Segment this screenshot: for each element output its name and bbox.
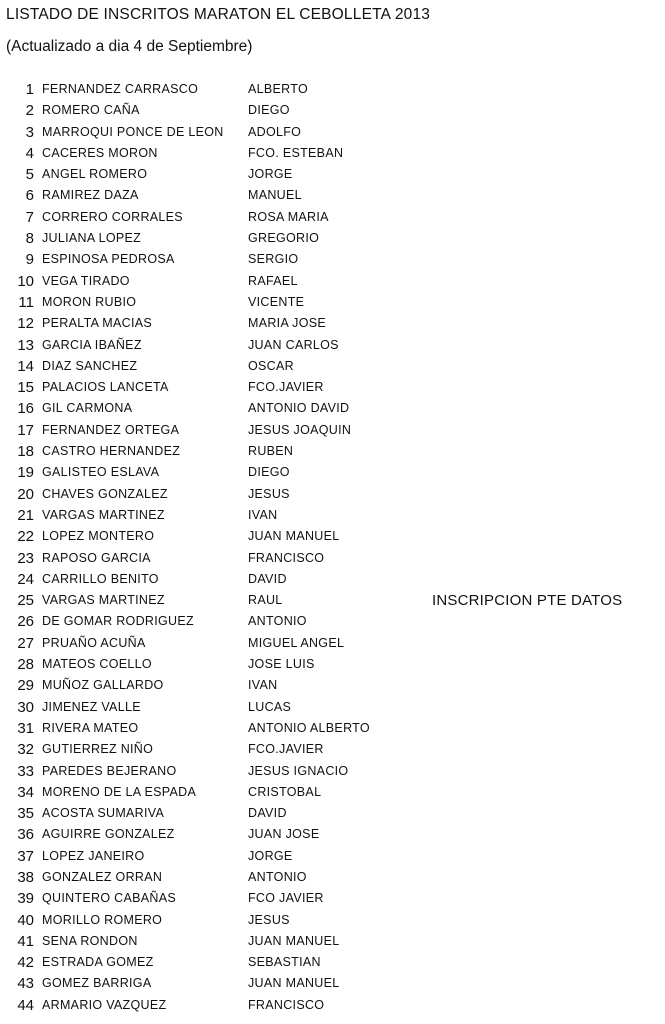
registrant-first-name: FCO.JAVIER [248, 742, 324, 757]
registrant-row [0, 995, 665, 1016]
registrant-first-name: FCO. ESTEBAN [248, 145, 344, 160]
registrant-row [0, 462, 665, 483]
registrant-first-name: FRANCISCO [248, 997, 325, 1012]
registrant-number: 11 [18, 293, 34, 311]
registrant-row [0, 931, 665, 952]
registrant-first-name: OSCAR [248, 358, 294, 373]
registrant-row [0, 526, 665, 547]
registrant-row [0, 888, 665, 909]
registrant-number: 29 [17, 677, 34, 695]
registrant-row [0, 739, 665, 760]
registrant-first-name: MARIA JOSE [248, 316, 327, 331]
registrant-number: 31 [17, 719, 34, 737]
registrant-note: INSCRIPCION PTE DATOS [432, 592, 623, 610]
registrant-row [0, 846, 665, 867]
registrant-number: 28 [17, 656, 34, 674]
registrant-surname: GALISTEO ESLAVA [42, 465, 160, 480]
registrant-number: 44 [17, 996, 34, 1014]
registrant-row [0, 122, 665, 143]
registrant-surname: CASTRO HERNANDEZ [42, 444, 181, 459]
registrant-row [0, 633, 665, 654]
registrant-surname: RAMIREZ DAZA [42, 188, 139, 203]
registrant-number: 43 [17, 975, 34, 993]
registrant-first-name: ADOLFO [248, 124, 302, 139]
registrant-number: 18 [17, 443, 34, 461]
registrant-surname: CARRILLO BENITO [42, 571, 159, 586]
registrant-row [0, 420, 665, 441]
registrant-first-name: GREGORIO [248, 231, 320, 246]
document-subtitle: (Actualizado a dia 4 de Septiembre) [6, 38, 253, 55]
registrant-surname: SENA RONDON [42, 933, 138, 948]
registrant-first-name: ROSA MARIA [248, 209, 329, 224]
registrant-number: 15 [17, 379, 34, 397]
registrant-number: 26 [17, 613, 34, 631]
registrant-row [0, 313, 665, 334]
registrant-row [0, 164, 665, 185]
registrant-number: 9 [25, 251, 34, 269]
registrant-first-name: CRISTOBAL [248, 784, 322, 799]
registrant-surname: QUINTERO CABAÑAS [42, 891, 176, 906]
registrant-number: 41 [17, 932, 34, 950]
registrant-first-name: JESUS JOAQUIN [248, 422, 352, 437]
registrant-surname: DIAZ SANCHEZ [42, 358, 138, 373]
registrant-number: 17 [17, 421, 34, 439]
registrant-number: 7 [25, 208, 34, 226]
registrant-first-name: JESUS IGNACIO [248, 763, 349, 778]
registrant-row [0, 548, 665, 569]
registrant-row [0, 398, 665, 419]
registrant-row [0, 79, 665, 100]
registrant-surname: CACERES MORON [42, 145, 158, 160]
registrant-row [0, 761, 665, 782]
registrant-number: 22 [17, 528, 34, 546]
registrant-first-name: RAUL [248, 593, 283, 608]
registrant-number: 27 [17, 634, 34, 652]
registrant-number: 12 [17, 315, 34, 333]
registrant-surname: DE GOMAR RODRIGUEZ [42, 614, 194, 629]
registrant-row [0, 377, 665, 398]
registrant-surname: JIMENEZ VALLE [42, 699, 141, 714]
registrant-surname: MORILLO ROMERO [42, 912, 163, 927]
registrant-list [0, 79, 665, 1016]
registrant-number: 32 [17, 741, 34, 759]
registrant-surname: LOPEZ JANEIRO [42, 848, 145, 863]
registrant-row [0, 569, 665, 590]
registrant-number: 2 [25, 102, 34, 120]
registrant-surname: AGUIRRE GONZALEZ [42, 827, 175, 842]
registrant-row [0, 675, 665, 696]
registrant-first-name: ANTONIO ALBERTO [248, 720, 370, 735]
registrant-row [0, 782, 665, 803]
registrant-first-name: DIEGO [248, 465, 290, 480]
registrant-first-name: DAVID [248, 806, 287, 821]
registrant-number: 14 [17, 357, 34, 375]
registrant-first-name: RAFAEL [248, 273, 298, 288]
registrant-surname: MORON RUBIO [42, 294, 137, 309]
registrant-first-name: IVAN [248, 507, 278, 522]
registrant-number: 25 [17, 592, 34, 610]
registrant-row [0, 952, 665, 973]
registrant-first-name: ANTONIO [248, 869, 307, 884]
registrant-surname: VARGAS MARTINEZ [42, 593, 165, 608]
registrant-surname: PAREDES BEJERANO [42, 763, 177, 778]
registrant-number: 39 [17, 890, 34, 908]
document-title: LISTADO DE INSCRITOS MARATON EL CEBOLLETA 2013 [6, 6, 431, 23]
registrant-number: 40 [17, 911, 34, 929]
registrant-row [0, 910, 665, 931]
registrant-row [0, 441, 665, 462]
registrant-number: 3 [25, 123, 34, 141]
registrant-first-name: DAVID [248, 571, 287, 586]
registrant-first-name: JUAN MANUEL [248, 529, 340, 544]
registrant-row [0, 143, 665, 164]
registrant-surname: GIL CARMONA [42, 401, 133, 416]
registrant-surname: LOPEZ MONTERO [42, 529, 155, 544]
registrant-row [0, 611, 665, 632]
registrant-number: 38 [17, 868, 34, 886]
registrant-first-name: VICENTE [248, 294, 305, 309]
registrant-first-name: JORGE [248, 167, 293, 182]
registrant-surname: VEGA TIRADO [42, 273, 130, 288]
registrant-row [0, 803, 665, 824]
registrant-row [0, 249, 665, 270]
registrant-row [0, 654, 665, 675]
registrant-surname: FERNANDEZ CARRASCO [42, 82, 199, 96]
registrant-surname: CHAVES GONZALEZ [42, 486, 168, 501]
registrant-row [0, 590, 665, 611]
registrant-first-name: ALBERTO [248, 82, 308, 96]
registrant-row [0, 271, 665, 292]
registrant-surname: GOMEZ BARRIGA [42, 976, 152, 991]
registrant-first-name: FCO JAVIER [248, 891, 324, 906]
registrant-number: 19 [17, 464, 34, 482]
registrant-row [0, 718, 665, 739]
registrant-row [0, 292, 665, 313]
registrant-row [0, 484, 665, 505]
registrant-first-name: MIGUEL ANGEL [248, 635, 345, 650]
registrant-number: 21 [17, 506, 34, 524]
registrant-surname: VARGAS MARTINEZ [42, 507, 165, 522]
registrant-surname: ACOSTA SUMARIVA [42, 806, 165, 821]
registrant-first-name: IVAN [248, 678, 278, 693]
registrant-first-name: RUBEN [248, 444, 294, 459]
registrant-row [0, 505, 665, 526]
registrant-row [0, 356, 665, 377]
registrant-number: 34 [17, 783, 34, 801]
registrant-surname: ESTRADA GOMEZ [42, 955, 154, 970]
registrant-row [0, 867, 665, 888]
registrant-first-name: JUAN MANUEL [248, 933, 340, 948]
registrant-first-name: JOSE LUIS [248, 657, 315, 672]
registrant-surname: PERALTA MACIAS [42, 316, 153, 331]
registrant-number: 13 [17, 336, 34, 354]
registrant-row [0, 228, 665, 249]
registrant-first-name: JUAN CARLOS [248, 337, 339, 352]
registrant-first-name: JESUS [248, 912, 290, 927]
registrant-first-name: ANTONIO [248, 614, 307, 629]
registrant-surname: ARMARIO VAZQUEZ [42, 997, 167, 1012]
registrant-surname: RIVERA MATEO [42, 720, 139, 735]
registrant-number: 42 [17, 954, 34, 972]
registrant-surname: ANGEL ROMERO [42, 167, 148, 182]
registrant-row [0, 185, 665, 206]
registrant-surname: MATEOS COELLO [42, 657, 152, 672]
registrant-number: 4 [25, 144, 34, 162]
registrant-number: 36 [17, 826, 34, 844]
registrant-number: 10 [17, 272, 34, 290]
registrant-first-name: MANUEL [248, 188, 302, 203]
registrant-number: 20 [17, 485, 34, 503]
registrant-number: 1 [25, 81, 34, 98]
registrant-surname: RAPOSO GARCIA [42, 550, 151, 565]
registrant-surname: PALACIOS LANCETA [42, 380, 169, 395]
registrant-first-name: JUAN JOSE [248, 827, 320, 842]
registrant-first-name: JORGE [248, 848, 293, 863]
registrant-row [0, 100, 665, 121]
registrant-row [0, 697, 665, 718]
registrant-row [0, 335, 665, 356]
registrant-number: 8 [25, 230, 34, 248]
registrant-first-name: FRANCISCO [248, 550, 325, 565]
registrant-number: 37 [17, 847, 34, 865]
registrant-row [0, 973, 665, 994]
registrant-surname: FERNANDEZ ORTEGA [42, 422, 180, 437]
registrant-number: 23 [17, 549, 34, 567]
registrant-surname: ESPINOSA PEDROSA [42, 252, 175, 267]
registrant-first-name: LUCAS [248, 699, 292, 714]
registrant-number: 5 [25, 166, 34, 184]
registrant-surname: CORRERO CORRALES [42, 209, 183, 224]
registrant-row [0, 824, 665, 845]
registrant-first-name: SERGIO [248, 252, 299, 267]
registrant-number: 30 [17, 698, 34, 716]
registrant-first-name: ANTONIO DAVID [248, 401, 350, 416]
registrant-number: 16 [17, 400, 34, 418]
registrant-first-name: SEBASTIAN [248, 955, 321, 970]
registrant-surname: GUTIERREZ NIÑO [42, 742, 154, 757]
registrant-first-name: JESUS [248, 486, 290, 501]
registrant-surname: JULIANA LOPEZ [42, 231, 142, 246]
registrant-number: 35 [17, 805, 34, 823]
registrant-surname: ROMERO CAÑA [42, 103, 140, 118]
registrant-surname: GARCIA IBAÑEZ [42, 337, 142, 352]
registrant-surname: PRUAÑO ACUÑA [42, 635, 146, 650]
registrant-row [0, 207, 665, 228]
registrant-first-name: JUAN MANUEL [248, 976, 340, 991]
registrant-first-name: FCO.JAVIER [248, 380, 324, 395]
registrant-first-name: DIEGO [248, 103, 290, 118]
registrant-number: 33 [17, 762, 34, 780]
registrant-surname: MARROQUI PONCE DE LEON [42, 124, 224, 139]
registrant-number: 24 [17, 570, 34, 588]
registrant-surname: MUÑOZ GALLARDO [42, 678, 164, 693]
registrant-surname: MORENO DE LA ESPADA [42, 784, 197, 799]
registrant-number: 6 [25, 187, 34, 205]
registrant-surname: GONZALEZ ORRAN [42, 869, 163, 884]
